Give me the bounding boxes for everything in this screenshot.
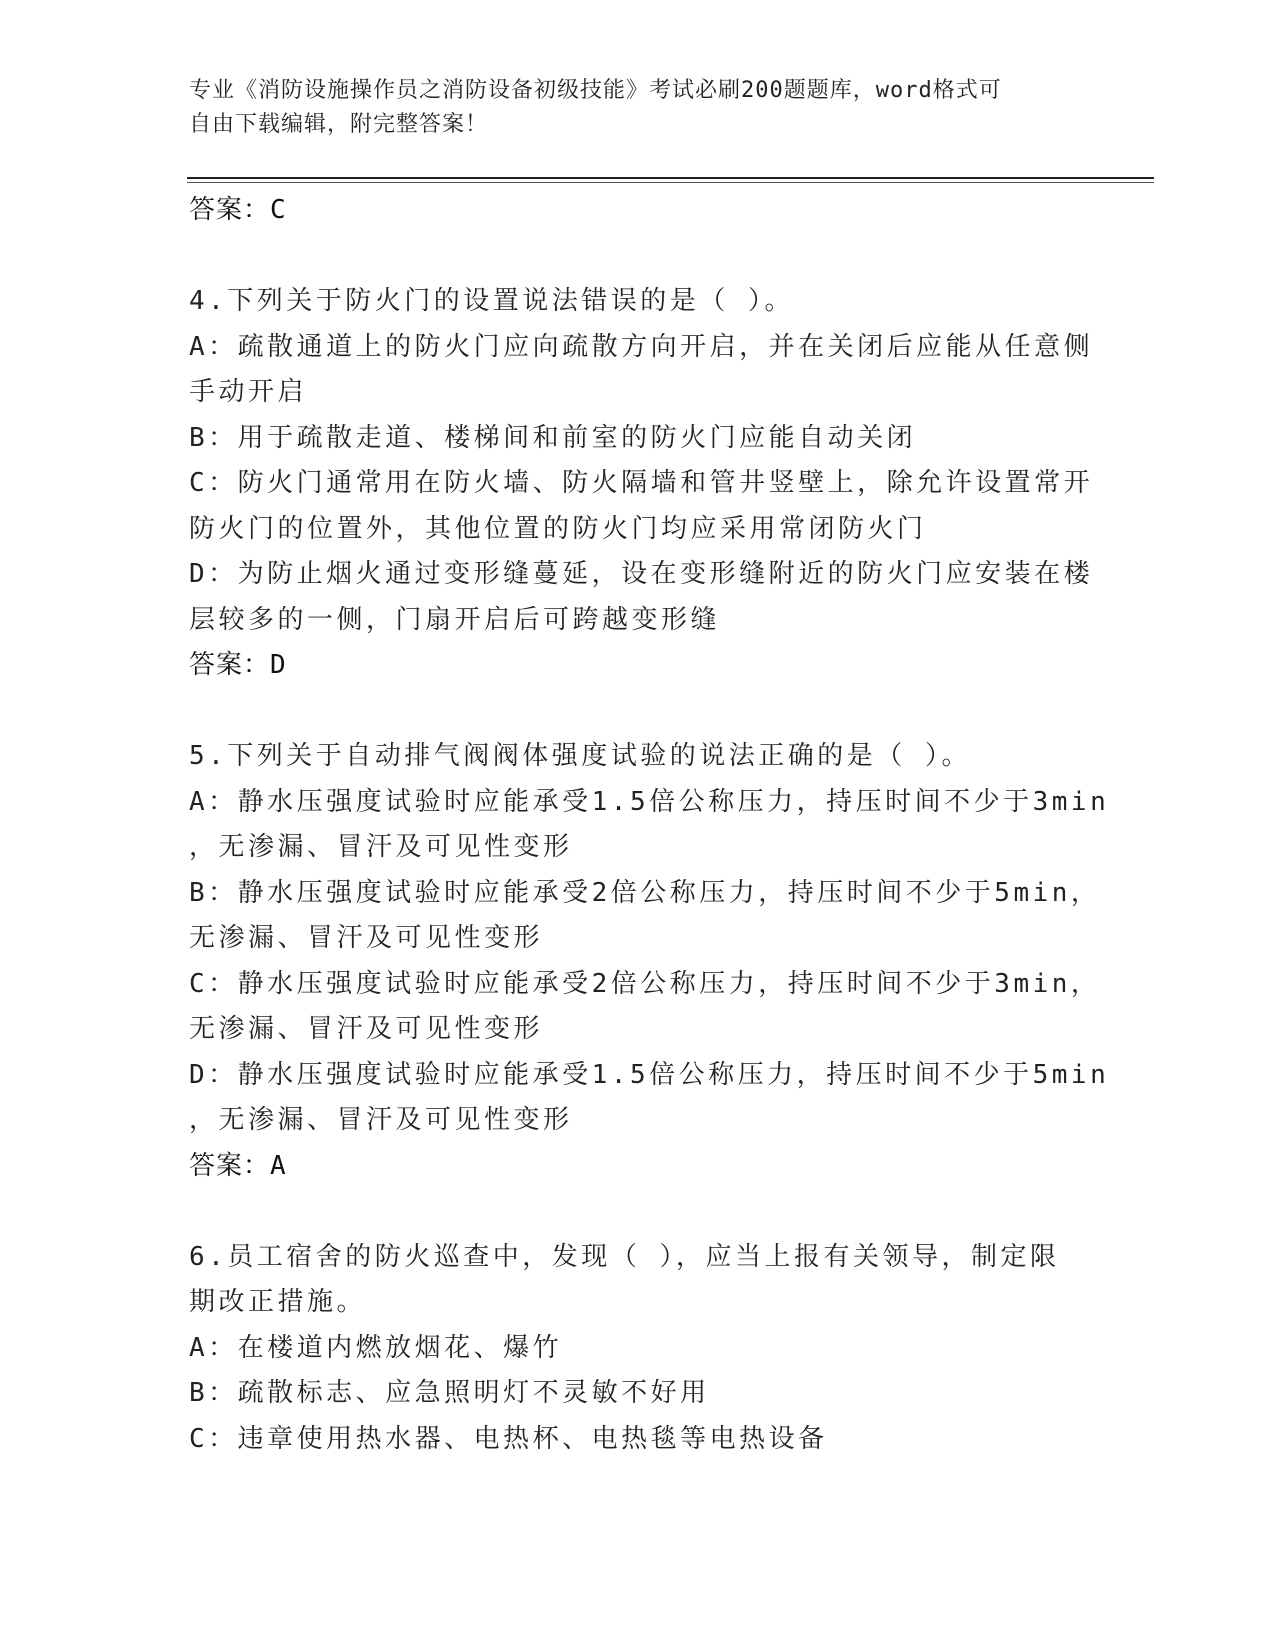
question-6-stem-cont: 期改正措施。 xyxy=(189,1287,367,1317)
question-5-stem: 5.下列关于自动排气阀阀体强度试验的说法正确的是（ ）。 xyxy=(189,741,971,771)
question-6-option-c: C：违章使用热水器、电热杯、电热毯等电热设备 xyxy=(189,1423,828,1454)
question-6-option-a: A：在楼道内燃放烟花、爆竹 xyxy=(189,1332,563,1363)
question-5-answer: 答案：A xyxy=(189,1150,287,1181)
previous-answer: 答案：C xyxy=(189,195,287,225)
question-5-option-c: C：静水压强度试验时应能承受2倍公称压力，持压时间不少于3min， xyxy=(189,968,1101,999)
question-block-5 xyxy=(189,734,1110,1189)
question-4-option-b: B：用于疏散走道、楼梯间和前室的防火门应能自动关闭 xyxy=(189,422,917,453)
question-4-option-a-cont: 手动开启 xyxy=(189,377,308,407)
question-block-6 xyxy=(189,1235,1089,1463)
question-5-option-b: B：静水压强度试验时应能承受2倍公称压力，持压时间不少于5min， xyxy=(189,877,1101,908)
question-5-option-b-cont: 无渗漏、冒汗及可见性变形 xyxy=(189,923,544,953)
question-4-answer: 答案：D xyxy=(189,650,287,680)
spacer xyxy=(189,234,1089,280)
question-4-stem: 4.下列关于防火门的设置说法错误的是（ ）。 xyxy=(189,286,794,316)
page-header xyxy=(189,74,1089,142)
question-5-option-a-cont: ，无渗漏、冒汗及可见性变形 xyxy=(189,832,573,862)
question-4-option-d-cont: 层较多的一侧，门扇开启后可跨越变形缝 xyxy=(189,604,721,635)
header-divider xyxy=(187,177,1154,179)
question-5-option-a: A：静水压强度试验时应能承受1.5倍公称压力，持压时间不少于3min xyxy=(189,786,1110,817)
question-block-4 xyxy=(189,279,1094,689)
question-4-option-c-cont: 防火门的位置外，其他位置的防火门均应采用常闭防火门 xyxy=(189,513,927,544)
question-4-option-a: A：疏散通道上的防火门应向疏散方向开启，并在关闭后应能从任意侧 xyxy=(189,331,1094,362)
question-6-stem: 6.员工宿舍的防火巡查中，发现（ ），应当上报有关领导，制定限 xyxy=(189,1241,1060,1272)
spacer xyxy=(189,689,1089,735)
header-line-1: 专业《消防设施操作员之消防设备初级技能》考试必刷200题题库，word格式可 xyxy=(189,78,1002,103)
question-5-option-d-cont: ，无渗漏、冒汗及可见性变形 xyxy=(189,1105,573,1135)
spacer xyxy=(189,1189,1089,1235)
question-6-option-b: B：疏散标志、应急照明灯不灵敏不好用 xyxy=(189,1378,710,1408)
header-line-2: 自由下载编辑，附完整答案！ xyxy=(189,112,489,137)
question-4-option-d: D：为防止烟火通过变形缝蔓延，设在变形缝附近的防火门应安装在楼 xyxy=(189,559,1094,589)
question-content xyxy=(189,188,1110,1462)
question-5-option-d: D：静水压强度试验时应能承受1.5倍公称压力，持压时间不少于5min xyxy=(189,1059,1110,1090)
question-5-option-c-cont: 无渗漏、冒汗及可见性变形 xyxy=(189,1014,544,1044)
header-divider-thin xyxy=(187,182,1154,183)
question-4-option-c: C：防火门通常用在防火墙、防火隔墙和管井竖壁上，除允许设置常开 xyxy=(189,468,1094,498)
